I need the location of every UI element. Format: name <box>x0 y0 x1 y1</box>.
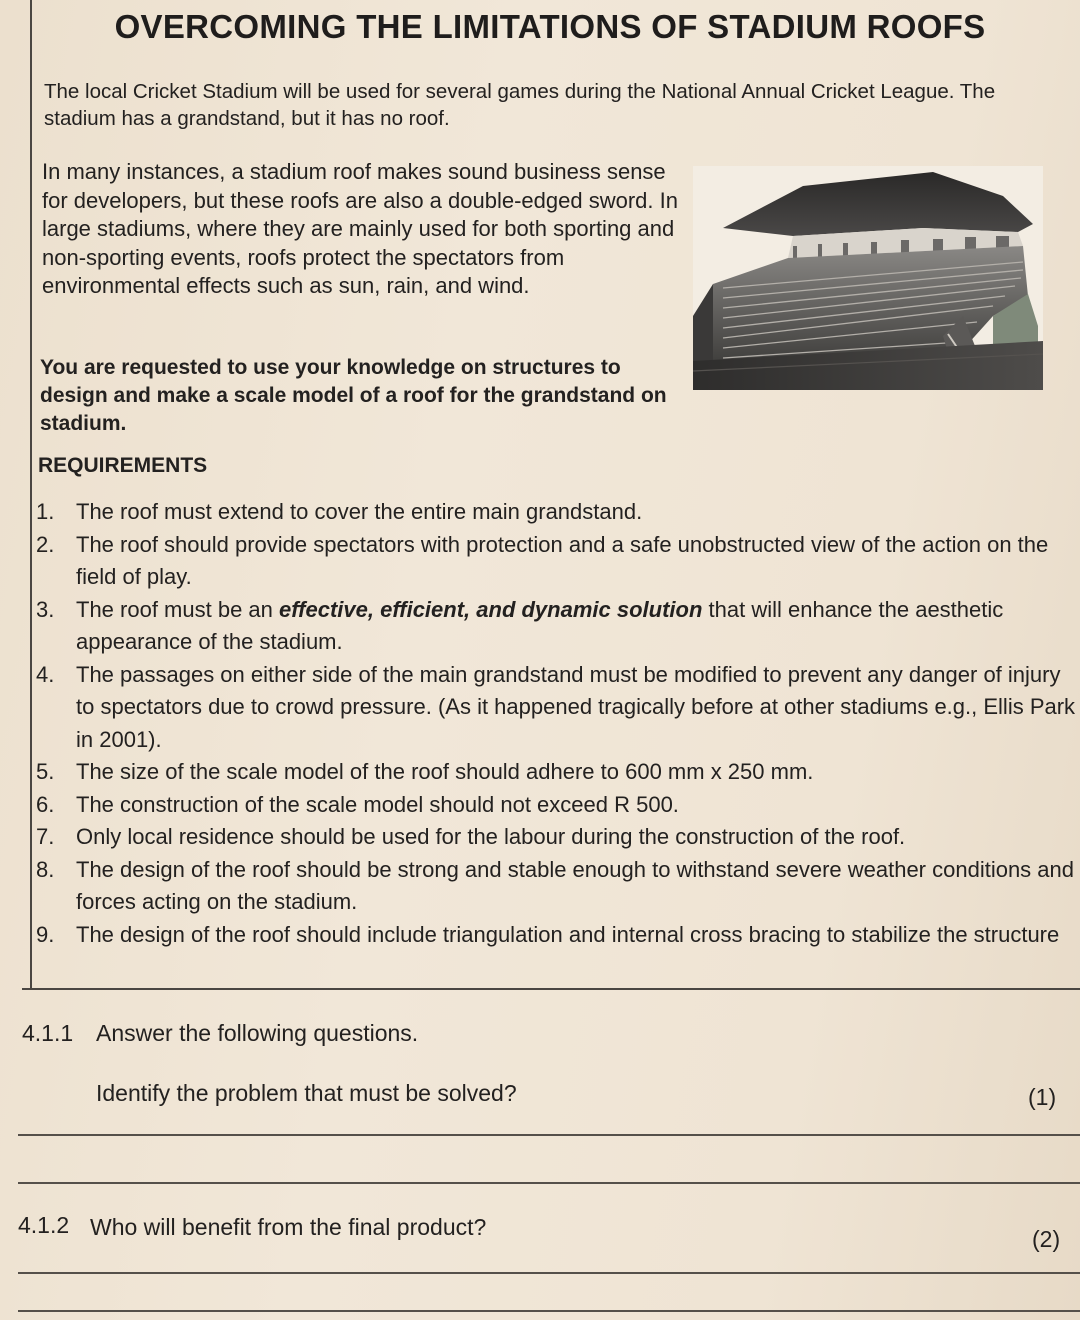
answer-line[interactable] <box>18 1134 1080 1136</box>
requirement-number: 5. <box>36 759 55 784</box>
requirement-item <box>36 756 1080 789</box>
requirement-emphasis: effective, efficient, and dynamic solution <box>279 596 703 622</box>
requirement-item <box>36 659 1080 757</box>
requirement-item <box>36 529 1080 594</box>
frame-bottom-border <box>22 988 1080 990</box>
answer-line[interactable] <box>18 1310 1080 1312</box>
requirement-number: 1. <box>36 499 55 524</box>
context-paragraph: In many instances, a stadium roof makes sound business sense for developers, but these roofs are also a double-edged sword. In large stadiums, where they are mainly used for both sporting and non-sporting events, roofs protect the spectators from environmental effects such as sun, rain, and wind. <box>42 159 678 298</box>
question-4-1-1-text: Answer the following questions. <box>96 1020 419 1046</box>
question-4-1-2-text: Who will benefit from the final product? <box>90 1214 487 1240</box>
requirement-text-start: The roof must be an <box>76 596 279 622</box>
requirement-text-end: that will enhance the aesthetic appearance of the stadium. <box>76 596 1004 654</box>
grandstand-image <box>693 166 1043 390</box>
question-4-1-1-marks: (1) <box>1028 1084 1057 1110</box>
question-4-1-2-label: 4.1.2 <box>18 1212 70 1238</box>
requirements-list <box>36 496 1080 951</box>
question-4-1-2-marks: (2) <box>1032 1226 1061 1252</box>
question-4-1-1-prompt: Identify the problem that must be solved? <box>96 1080 517 1106</box>
requirement-text: The roof should provide spectators with protection and a safe unobstructed view of the action on the field of play. <box>76 531 1049 589</box>
requirement-number: 3. <box>36 596 55 622</box>
requirement-number: 2. <box>36 531 55 557</box>
requirement-text: The construction of the scale model should not exceed R 500. <box>76 791 679 817</box>
requirement-number: 7. <box>36 824 55 849</box>
requirement-number: 8. <box>36 856 55 882</box>
requirement-item <box>36 821 1080 854</box>
page-title: OVERCOMING THE LIMITATIONS OF STADIUM ROOFS <box>114 8 986 45</box>
requirement-item <box>36 854 1080 919</box>
requirement-text: Only local residence should be used for the labour during the construction of the roof. <box>76 824 906 849</box>
requirement-number: 9. <box>36 921 55 947</box>
answer-line[interactable] <box>18 1272 1080 1274</box>
requirement-number: 4. <box>36 661 55 687</box>
requirement-text: The roof must extend to cover the entire main grandstand. <box>76 499 643 524</box>
requirement-text: The design of the roof should include triangulation and internal cross bracing to stabilize the structure <box>76 921 1060 947</box>
task-statement: You are requested to use your knowledge on structures to design and make a scale model of a roof for the grandstand on stadium. <box>40 356 667 435</box>
requirement-item <box>36 919 1080 952</box>
requirement-text: The design of the roof should be strong and stable enough to withstand severe weather conditions and forces acting on the stadium. <box>76 856 1075 914</box>
question-4-1-1-label: 4.1.1 <box>22 1020 74 1046</box>
requirement-item <box>36 789 1080 822</box>
requirement-text: The size of the scale model of the roof should adhere to 600 mm x 250 mm. <box>76 759 814 784</box>
answer-line[interactable] <box>18 1182 1080 1184</box>
requirements-heading: REQUIREMENTS <box>38 454 208 477</box>
requirement-number: 6. <box>36 791 55 817</box>
requirement-item <box>36 496 1080 529</box>
frame-left-border <box>30 0 32 988</box>
intro-text: The local Cricket Stadium will be used for several games during the National Annual Cricket League. The stadium has a grandstand, but it has no roof. <box>44 80 996 130</box>
requirement-text: The passages on either side of the main grandstand must be modified to prevent any danger of injury to spectators due to crowd pressure. (As it happened tragically before at other stadiums e.g., Ellis Park in 2001). <box>76 661 1076 752</box>
requirement-item <box>36 594 1080 659</box>
